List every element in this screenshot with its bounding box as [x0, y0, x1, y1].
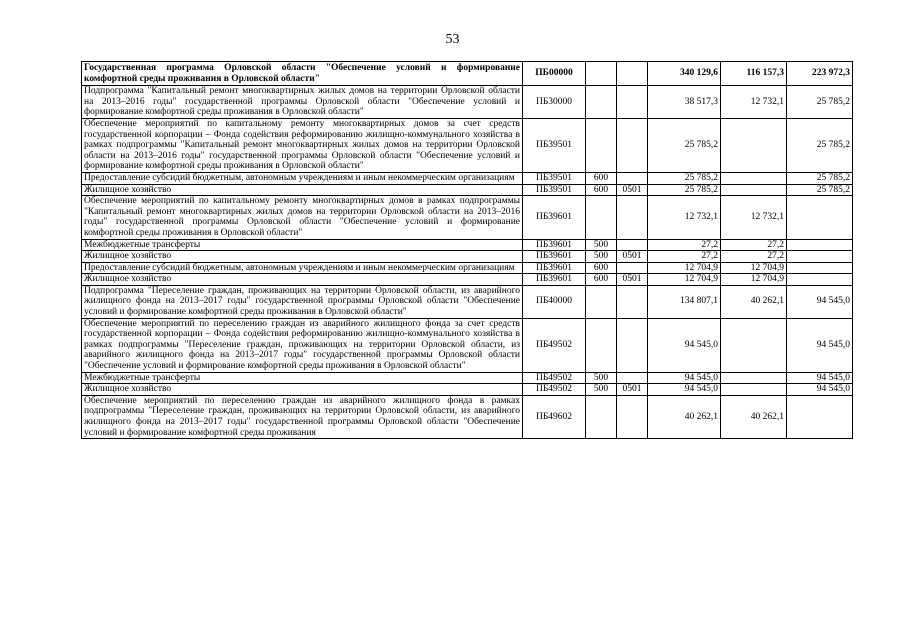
row-total-amount: 12 704,9 [648, 274, 721, 286]
row-total-amount: 27,2 [648, 239, 721, 251]
row-expense-type [586, 318, 617, 372]
row-amount-1 [721, 318, 787, 372]
table-row [82, 274, 853, 286]
row-expense-type [586, 62, 617, 86]
table-body [82, 62, 853, 439]
row-amount-1 [721, 172, 787, 184]
row-name: Предоставление субсидий бюджетным, автономным учреждениям и иным некоммерческим организациям [82, 262, 523, 274]
row-total-amount: 25 785,2 [648, 172, 721, 184]
row-amount-1: 12 732,1 [721, 196, 787, 239]
row-expense-type: 500 [586, 251, 617, 263]
row-amount-1: 12 704,9 [721, 274, 787, 286]
row-expense-type [586, 118, 617, 172]
row-section-code [617, 196, 648, 239]
row-amount-1 [721, 372, 787, 384]
row-expense-type: 600 [586, 184, 617, 196]
row-total-amount: 40 262,1 [648, 395, 721, 438]
row-target-code: ПБ00000 [523, 62, 586, 86]
row-expense-type: 600 [586, 262, 617, 274]
row-section-code [617, 86, 648, 119]
row-expense-type: 500 [586, 372, 617, 384]
row-amount-1: 116 157,3 [721, 62, 787, 86]
row-target-code: ПБ39501 [523, 172, 586, 184]
table-row [82, 86, 853, 119]
row-total-amount: 340 129,6 [648, 62, 721, 86]
row-amount-2 [787, 262, 853, 274]
row-name: Жилищное хозяйство [82, 384, 523, 396]
row-amount-2: 94 545,0 [787, 285, 853, 318]
row-amount-1: 12 732,1 [721, 86, 787, 119]
row-amount-2: 25 785,2 [787, 172, 853, 184]
row-amount-1 [721, 384, 787, 396]
row-name: Обеспечение мероприятий по капитальному ремонту многоквартирных домов в рамках подпрограммы "Капитальный ремонт многоквартирных жилых домов на территории Орловской области на 2013–2016 годы" государственной программы Орловской области "Обеспечение условий и формирование комфортной среды проживания в Орловской области" [82, 196, 523, 239]
row-amount-2: 25 785,2 [787, 86, 853, 119]
row-amount-2: 223 972,3 [787, 62, 853, 86]
row-target-code: ПБ39501 [523, 184, 586, 196]
row-section-code [617, 262, 648, 274]
row-section-code [617, 172, 648, 184]
row-expense-type [586, 86, 617, 119]
row-amount-2: 94 545,0 [787, 384, 853, 396]
table-row [82, 184, 853, 196]
row-total-amount: 94 545,0 [648, 318, 721, 372]
row-total-amount: 27,2 [648, 251, 721, 263]
table-row [82, 196, 853, 239]
row-target-code: ПБ39601 [523, 274, 586, 286]
row-expense-type [586, 285, 617, 318]
row-total-amount: 12 704,9 [648, 262, 721, 274]
table-row [82, 62, 853, 86]
row-name: Жилищное хозяйство [82, 184, 523, 196]
budget-table [81, 61, 853, 439]
row-total-amount: 94 545,0 [648, 372, 721, 384]
row-amount-1 [721, 184, 787, 196]
row-expense-type [586, 196, 617, 239]
row-section-code [617, 318, 648, 372]
row-target-code: ПБ39601 [523, 251, 586, 263]
row-total-amount: 38 517,3 [648, 86, 721, 119]
row-section-code [617, 372, 648, 384]
row-amount-2 [787, 274, 853, 286]
row-name: Межбюджетные трансферты [82, 239, 523, 251]
row-amount-2 [787, 196, 853, 239]
row-name: Обеспечение мероприятий по переселению граждан из аварийного жилищного фонда за счет средств государственной корпорации – Фонда содействия реформированию жилищно-коммунального хозяйства в рамках подпрограммы "Переселение граждан, проживающих на территории Орловской области, из аварийного жилищного фонда на 2013–2017 годы" государственной программы Орловской области "Обеспечение условий и формирование комфортной среды проживания в Орловской области" [82, 318, 523, 372]
row-amount-2: 94 545,0 [787, 372, 853, 384]
row-total-amount: 134 807,1 [648, 285, 721, 318]
table-row [82, 262, 853, 274]
row-name: Подпрограмма "Переселение граждан, проживающих на территории Орловской области, из аварийного жилищного фонда на 2013–2017 годы" государственной программы Орловской области "Обеспечение условий и формирование комфортной среды проживания в Орловской области" [82, 285, 523, 318]
row-target-code: ПБ49502 [523, 318, 586, 372]
row-target-code: ПБ49502 [523, 384, 586, 396]
row-target-code: ПБ30000 [523, 86, 586, 119]
row-section-code: 0501 [617, 184, 648, 196]
row-section-code: 0501 [617, 274, 648, 286]
row-section-code [617, 395, 648, 438]
row-amount-1 [721, 118, 787, 172]
row-total-amount: 25 785,2 [648, 184, 721, 196]
page-number: 53 [445, 32, 460, 47]
table-row [82, 372, 853, 384]
row-total-amount: 25 785,2 [648, 118, 721, 172]
table-row [82, 251, 853, 263]
row-amount-2: 25 785,2 [787, 118, 853, 172]
row-target-code: ПБ39501 [523, 118, 586, 172]
row-name: Обеспечение мероприятий по капитальному ремонту многоквартирных домов за счет средств государственной корпорации – Фонда содействия реформированию жилищно-коммунального хозяйства в рамках подпрограммы "Капитальный ремонт многоквартирных жилых домов на территории Орловской области на 2013–2016 годы" государственной программы Орловской области "Обеспечение условий и формирование комфортной среды проживания в Орловской области" [82, 118, 523, 172]
row-amount-2 [787, 395, 853, 438]
row-target-code: ПБ49602 [523, 395, 586, 438]
table-row [82, 172, 853, 184]
row-target-code: ПБ39601 [523, 196, 586, 239]
row-name: Жилищное хозяйство [82, 274, 523, 286]
row-amount-1: 12 704,9 [721, 262, 787, 274]
row-target-code: ПБ39601 [523, 239, 586, 251]
row-amount-1: 27,2 [721, 239, 787, 251]
row-section-code: 0501 [617, 384, 648, 396]
row-section-code [617, 118, 648, 172]
row-expense-type: 600 [586, 274, 617, 286]
row-name: Обеспечение мероприятий по переселению граждан из аварийного жилищного фонда в рамках подпрограммы "Переселение граждан, проживающих на территории Орловской области, из аварийного жилищного фонда на 2013–2017 годы" государственной программы Орловской области "Обеспечение условий и формирование комфортной среды проживания [82, 395, 523, 438]
row-section-code [617, 285, 648, 318]
table-row [82, 395, 853, 438]
row-expense-type: 600 [586, 172, 617, 184]
table-row [82, 118, 853, 172]
row-expense-type: 500 [586, 239, 617, 251]
row-target-code: ПБ39601 [523, 262, 586, 274]
table-row [82, 318, 853, 372]
row-target-code: ПБ49502 [523, 372, 586, 384]
row-name: Предоставление субсидий бюджетным, автономным учреждениям и иным некоммерческим организациям [82, 172, 523, 184]
row-name: Межбюджетные трансферты [82, 372, 523, 384]
table-row [82, 285, 853, 318]
row-expense-type [586, 395, 617, 438]
row-target-code: ПБ40000 [523, 285, 586, 318]
row-name: Жилищное хозяйство [82, 251, 523, 263]
row-name: Государственная программа Орловской области "Обеспечение условий и формирование комфортной среды проживания в Орловской области" [82, 62, 523, 86]
row-amount-2: 94 545,0 [787, 318, 853, 372]
row-amount-2 [787, 251, 853, 263]
table-row [82, 239, 853, 251]
row-amount-2: 25 785,2 [787, 184, 853, 196]
row-amount-1: 40 262,1 [721, 285, 787, 318]
row-amount-2 [787, 239, 853, 251]
table-row [82, 384, 853, 396]
row-total-amount: 12 732,1 [648, 196, 721, 239]
row-amount-1: 40 262,1 [721, 395, 787, 438]
row-name: Подпрограмма "Капитальный ремонт многоквартирных жилых домов на территории Орловской области на 2013–2016 годы" государственной программы Орловской области "Обеспечение условий и формирование комфортной среды проживания в Орловской области" [82, 86, 523, 119]
row-amount-1: 27,2 [721, 251, 787, 263]
row-expense-type: 500 [586, 384, 617, 396]
row-section-code [617, 239, 648, 251]
row-section-code: 0501 [617, 251, 648, 263]
row-total-amount: 94 545,0 [648, 384, 721, 396]
row-section-code [617, 62, 648, 86]
